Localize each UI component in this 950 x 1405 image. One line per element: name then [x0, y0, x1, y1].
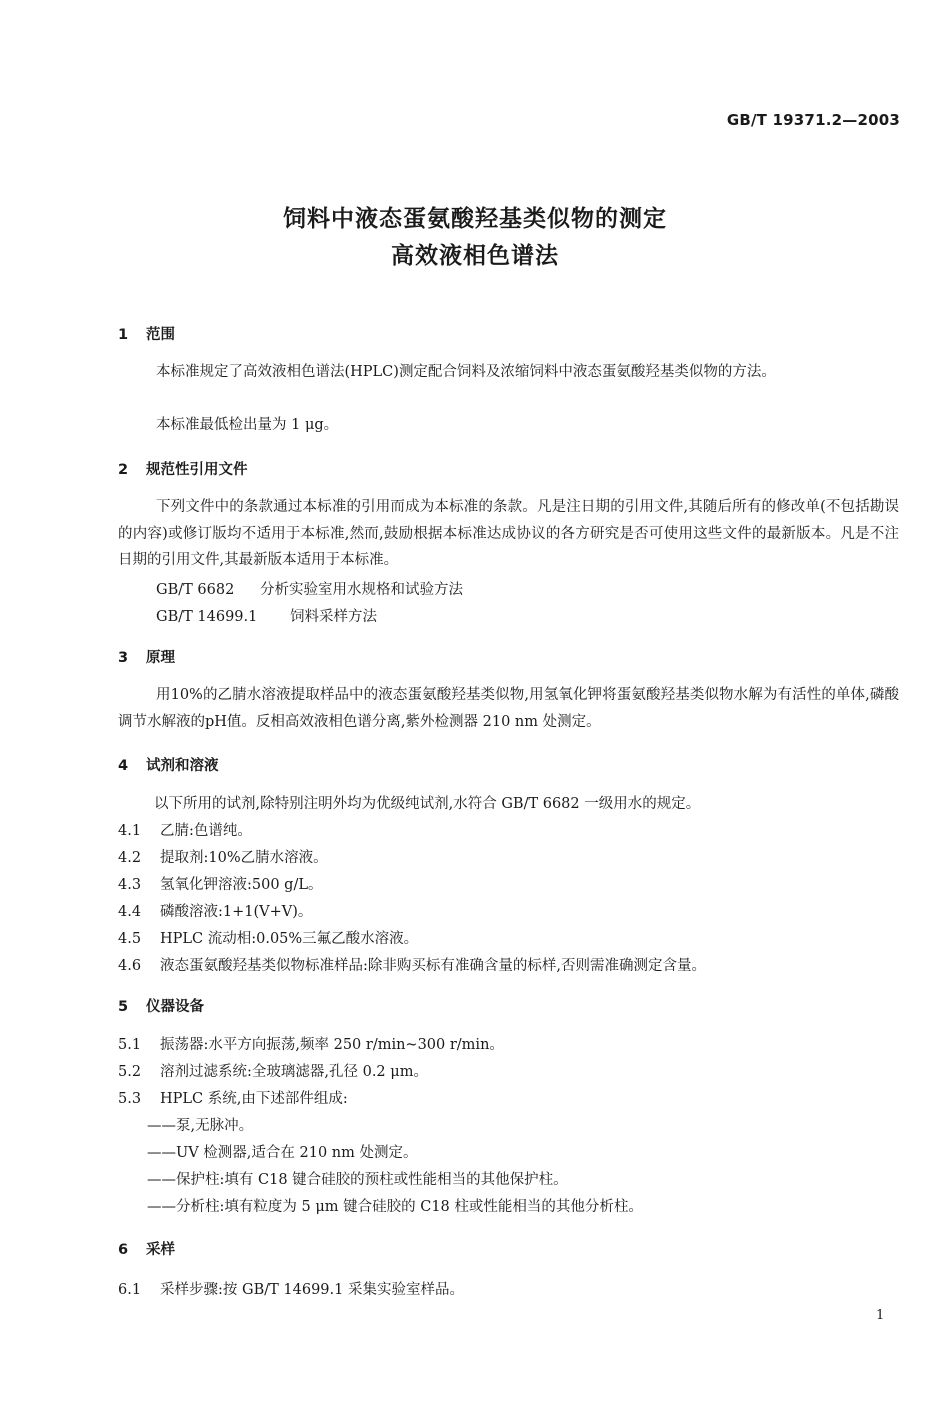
section-3-heading	[118, 646, 175, 667]
reference-code: GB/T 14699.1	[156, 609, 258, 625]
list-item	[118, 1278, 464, 1299]
item-number: 4.4	[118, 904, 142, 920]
reference-code: GB/T 6682	[156, 582, 235, 598]
item-number: 4.2	[118, 850, 142, 866]
section-title: 采样	[146, 1242, 175, 1258]
section-3-paragraph: 用10%的乙腈水溶液提取样品中的液态蛋氨酸羟基类似物,用氢氧化钾将蛋氨酸羟基类似物水解为有活性的单体,磷酸调节水解液的pH值。反相高效液相色谱分离,紫外检测器 210 nm 处测定。	[118, 687, 899, 730]
list-item	[118, 1033, 504, 1054]
item-text: 提取剂:10%乙腈水溶液。	[160, 850, 328, 866]
section-number: 5	[118, 999, 129, 1015]
section-1-heading	[118, 323, 175, 344]
list-item	[118, 954, 706, 975]
component-item: ——泵,无脉冲。	[147, 1118, 254, 1134]
item-number: 5.3	[118, 1091, 142, 1107]
reference-title: 分析实验室用水规格和试验方法	[260, 582, 463, 598]
item-text: 采样步骤:按 GB/T 14699.1 采集实验室样品。	[160, 1282, 464, 1298]
section-number: 6	[118, 1242, 129, 1258]
section-number: 1	[118, 327, 129, 343]
component-item: ——分析柱:填有粒度为 5 μm 键合硅胶的 C18 柱或性能相当的其他分析柱。	[147, 1199, 643, 1215]
item-text: 乙腈:色谱纯。	[160, 823, 252, 839]
list-item	[118, 900, 312, 921]
section-6-heading	[118, 1238, 175, 1259]
section-2-paragraph: 下列文件中的条款通过本标准的引用而成为本标准的条款。凡是注日期的引用文件,其随后所有的修改单(不包括勘误的内容)或修订版均不适用于本标准,然而,鼓励根据本标准达成协议的各方研究是否可使用这些文件的最新版本。凡是不注日期的引用文件,其最新版本适用于本标准。	[118, 499, 899, 568]
list-item	[118, 927, 418, 948]
section-2-heading	[118, 458, 248, 479]
section-1-detection-limit: 本标准最低检出量为 1 μg。	[156, 417, 339, 433]
item-text: 氢氧化钾溶液:500 g/L。	[160, 877, 323, 893]
item-text: HPLC 系统,由下述部件组成:	[160, 1091, 348, 1107]
section-4-intro: 以下所用的试剂,除特别注明外均为优级纯试剂,水符合 GB/T 6682 一级用水的规定。	[154, 796, 701, 812]
item-text: 振荡器:水平方向振荡,频率 250 r/min~300 r/min。	[160, 1037, 504, 1053]
list-item	[118, 873, 322, 894]
item-number: 6.1	[118, 1282, 142, 1298]
item-number: 4.5	[118, 931, 142, 947]
reference-title: 饲料采样方法	[290, 609, 377, 625]
list-item	[118, 1087, 348, 1108]
document-subtitle: 高效液相色谱法	[391, 243, 559, 269]
section-number: 2	[118, 462, 129, 478]
list-item	[118, 819, 252, 840]
item-text: 溶剂过滤系统:全玻璃滤器,孔径 0.2 μm。	[160, 1064, 428, 1080]
component-item: ——UV 检测器,适合在 210 nm 处测定。	[147, 1145, 418, 1161]
item-text: 液态蛋氨酸羟基类似物标准样品:除非购买标有准确含量的标样,否则需准确测定含量。	[160, 958, 706, 974]
section-5-heading	[118, 995, 204, 1016]
section-title: 范围	[146, 327, 175, 343]
section-1-paragraph: 本标准规定了高效液相色谱法(HPLC)测定配合饲料及浓缩饲料中液态蛋氨酸羟基类似物的方法。	[156, 364, 776, 380]
item-number: 4.1	[118, 823, 142, 839]
list-item	[118, 846, 328, 867]
component-item: ——保护柱:填有 C18 键合硅胶的预柱或性能相当的其他保护柱。	[147, 1172, 568, 1188]
item-text: 磷酸溶液:1+1(V+V)。	[160, 904, 313, 920]
item-number: 5.2	[118, 1064, 142, 1080]
item-number: 5.1	[118, 1037, 142, 1053]
item-text: HPLC 流动相:0.05%三氟乙酸水溶液。	[160, 931, 419, 947]
reference-item	[156, 578, 463, 599]
list-item	[118, 1060, 428, 1081]
reference-item	[156, 605, 377, 626]
section-title: 仪器设备	[146, 999, 204, 1015]
section-number: 4	[118, 758, 129, 774]
item-number: 4.3	[118, 877, 142, 893]
standard-number: GB/T 19371.2—2003	[726, 111, 900, 129]
section-title: 试剂和溶液	[146, 758, 219, 774]
section-number: 3	[118, 650, 129, 666]
section-4-heading	[118, 754, 219, 775]
section-title: 规范性引用文件	[146, 462, 248, 478]
section-title: 原理	[146, 650, 175, 666]
document-title: 饲料中液态蛋氨酸羟基类似物的测定	[283, 206, 667, 232]
item-number: 4.6	[118, 958, 142, 974]
page-number: 1	[876, 1308, 885, 1323]
